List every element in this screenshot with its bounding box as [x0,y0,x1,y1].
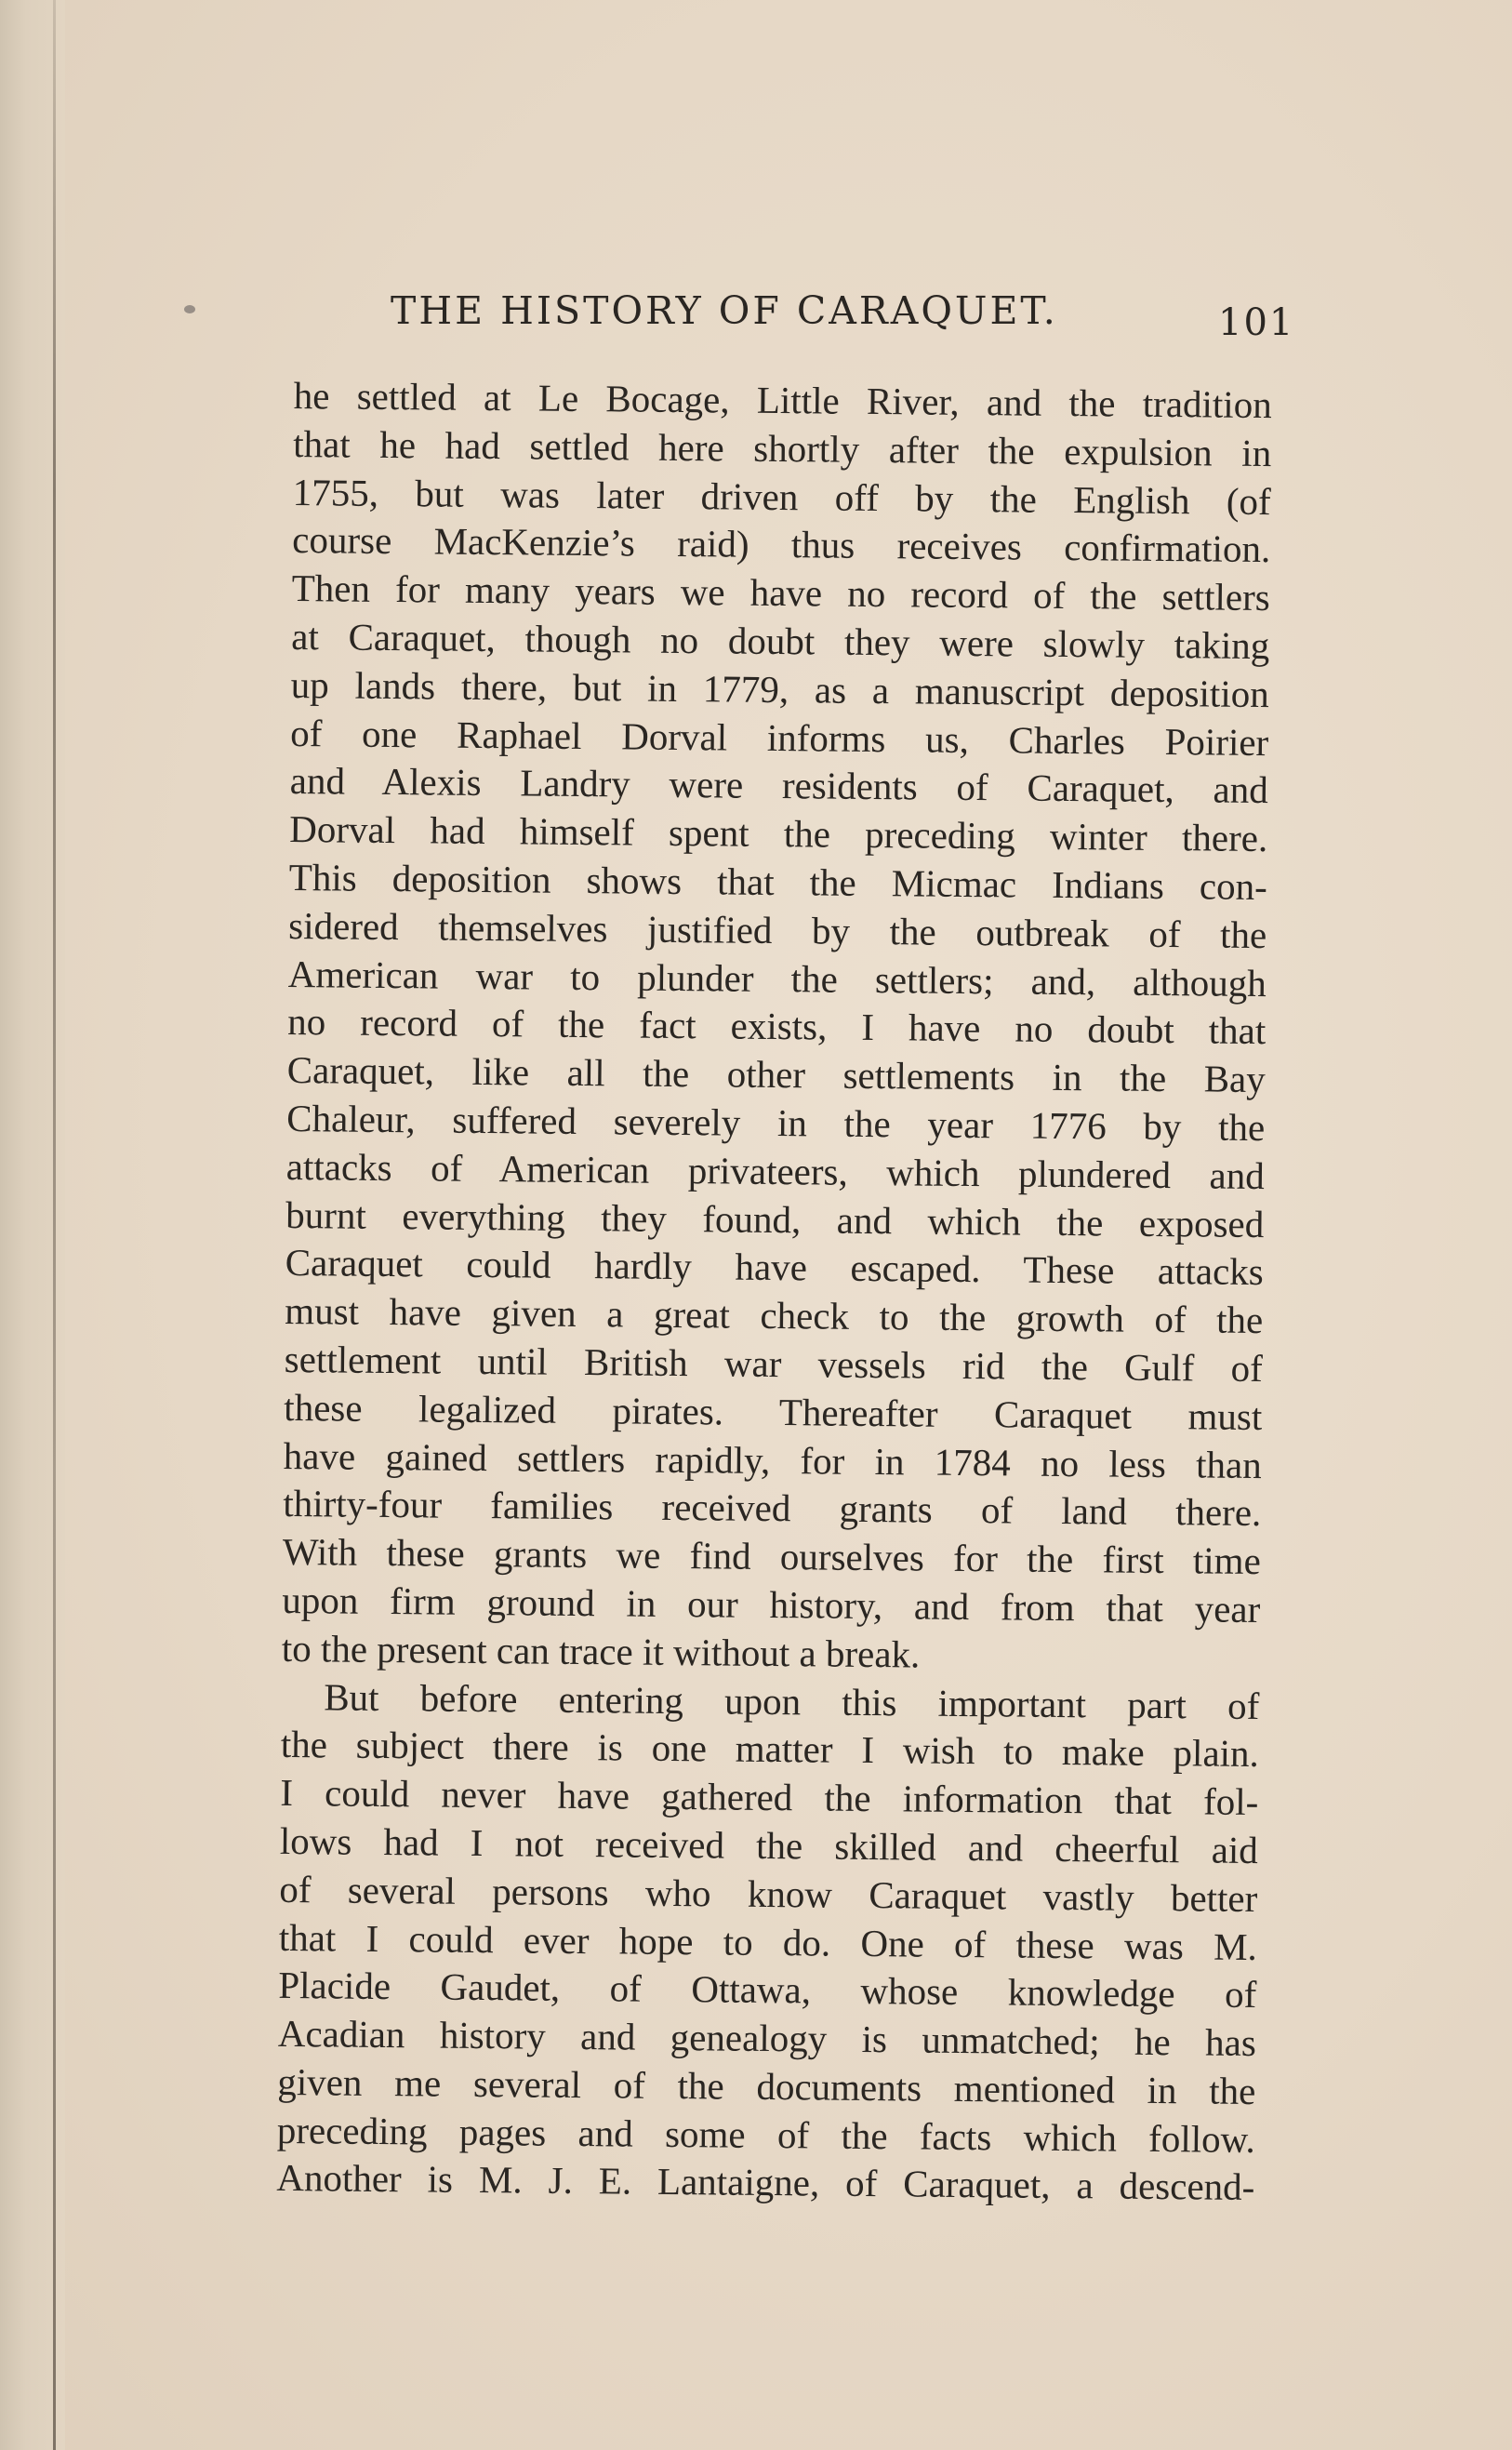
text-line: Then for many years we have no record of the settlers [291,566,1270,619]
page-header [391,288,1295,344]
text-line: 1755, but was later driven off by the English (of [292,470,1271,523]
text-line: preceding pages and some of the facts which follow. [276,2108,1256,2161]
text-line: thirty-four families received grants of land there. [283,1482,1262,1535]
text-line: he settled at Le Bocage, Little River, and the tradition [293,373,1272,427]
text-line: Dorval had himself spent the preceding winter there. [289,807,1268,860]
text-line: Acadian history and genealogy is unmatched; he has [277,2012,1257,2065]
page-number: 101 [1218,301,1295,344]
running-title: THE HISTORY OF CARAQUET. [391,288,1058,333]
text-line: Another is M. J. E. Lantaigne, of Caraquet, a descend- [276,2156,1255,2209]
text-line: up lands there, but in 1779, as a manuscript deposition [290,662,1269,715]
text-line: American war to plunder the settlers; and, although [287,952,1267,1005]
text-line: have gained settlers rapidly, for in 1784 no less than [283,1433,1262,1486]
text-line: Placide Gaudet, of Ottawa, whose knowledge of [278,1964,1257,2017]
text-line: these legalized pirates. Thereafter Caraquet must [284,1385,1263,1438]
text-line: sidered themselves justified by the outbreak of the [288,903,1267,956]
text-line: that I could ever hope to do. One of these was M. [278,1915,1258,1968]
text-line: lows had I not received the skilled and cheerful aid [279,1818,1259,1871]
binding-edge [53,0,56,2450]
text-line: settlement until British war vessels rid the Gulf of [284,1337,1263,1390]
text-line: attacks of American privateers, which plundered and [285,1144,1265,1197]
text-line: given me several of the documents mentioned in the [277,2059,1256,2112]
text-line: course MacKenzie’s raid) thus receives confirmation. [292,518,1271,571]
text-line: With these grants we find ourselves for the first time [282,1530,1261,1583]
paragraph-start-line: But before entering upon this important part of [324,1674,1260,1727]
text-line: upon firm ground in our history, and from that year [282,1578,1261,1631]
text-line: burnt everything they found, and which the exposed [285,1192,1265,1245]
paragraph-end-line: to the present can trace it without a break. [281,1626,921,1676]
text-line: and Alexis Landry were residents of Caraquet, and [289,759,1268,812]
paper-speck [184,305,195,313]
text-line: Caraquet, like all the other settlements in the Bay [286,1048,1266,1101]
text-line: Caraquet could hardly have escaped. These attacks [285,1241,1264,1294]
text-line: at Caraquet, though no doubt they were slowly taking [291,614,1270,668]
text-line: that he had settled here shortly after the expulsion in [293,421,1272,474]
text-line: of several persons who know Caraquet vastly better [279,1867,1258,1920]
text-line: must have given a great check to the growth of the [285,1289,1264,1342]
body-text [276,372,1272,2212]
text-line: the subject there is one matter I wish to make plain. [280,1723,1260,1776]
text-line: Chaleur, suffered severely in the year 1776 by the [286,1096,1266,1150]
text-line: I could never have gathered the information that fol- [280,1771,1259,1824]
text-line: This deposition shows that the Micmac Indians con- [288,855,1267,909]
text-line: of one Raphael Dorval informs us, Charles Poirier [290,711,1269,764]
text-line: no record of the fact exists, I have no doubt that [287,1000,1267,1053]
